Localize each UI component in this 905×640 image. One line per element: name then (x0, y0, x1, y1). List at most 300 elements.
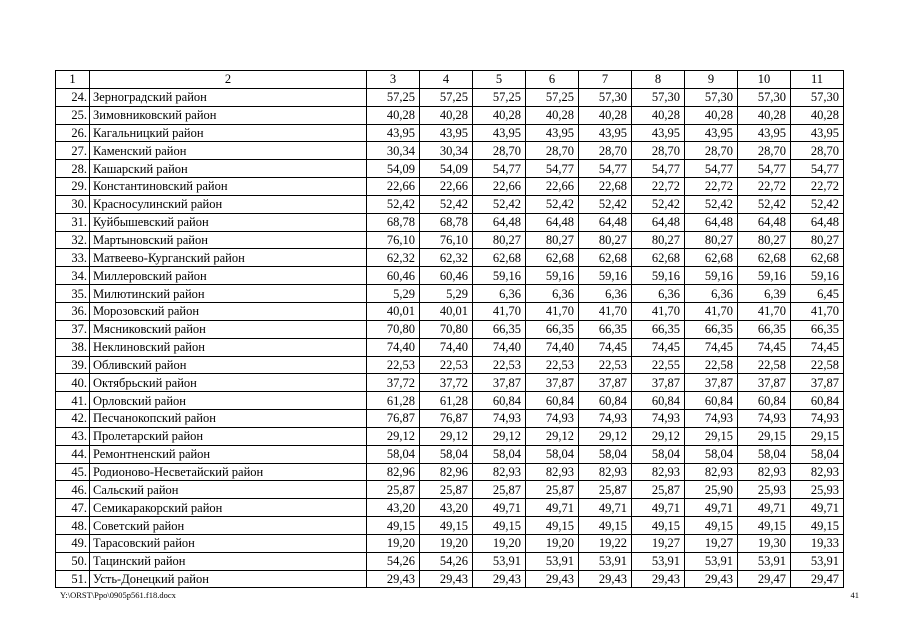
value-cell: 59,16 (526, 267, 579, 285)
district-name-cell: Каменский район (90, 142, 367, 160)
row-number-cell: 48. (56, 517, 90, 535)
value-cell: 52,42 (420, 195, 473, 213)
value-cell: 29,12 (473, 427, 526, 445)
column-header: 10 (738, 71, 791, 89)
value-cell: 49,15 (526, 517, 579, 535)
value-cell: 59,16 (685, 267, 738, 285)
value-cell: 29,12 (526, 427, 579, 445)
value-cell: 29,15 (738, 427, 791, 445)
value-cell: 25,90 (685, 481, 738, 499)
value-cell: 59,16 (632, 267, 685, 285)
value-cell: 41,70 (579, 302, 632, 320)
value-cell: 80,27 (579, 231, 632, 249)
value-cell: 76,10 (367, 231, 420, 249)
value-cell: 43,95 (473, 124, 526, 142)
district-name-cell: Песчанокопский район (90, 410, 367, 428)
value-cell: 29,43 (685, 570, 738, 588)
value-cell: 54,77 (738, 160, 791, 178)
value-cell: 52,42 (367, 195, 420, 213)
table-row (56, 356, 844, 374)
district-name-cell: Родионово-Несветайский район (90, 463, 367, 481)
value-cell: 29,12 (367, 427, 420, 445)
value-cell: 29,43 (579, 570, 632, 588)
value-cell: 25,87 (367, 481, 420, 499)
value-cell: 70,80 (367, 320, 420, 338)
value-cell: 82,93 (526, 463, 579, 481)
value-cell: 53,91 (473, 552, 526, 570)
value-cell: 57,30 (632, 88, 685, 106)
value-cell: 58,04 (685, 445, 738, 463)
value-cell: 58,04 (420, 445, 473, 463)
value-cell: 22,72 (791, 178, 844, 196)
value-cell: 74,40 (473, 338, 526, 356)
value-cell: 66,35 (685, 320, 738, 338)
value-cell: 29,43 (420, 570, 473, 588)
value-cell: 28,70 (685, 142, 738, 160)
value-cell: 37,72 (420, 374, 473, 392)
row-number-cell: 47. (56, 499, 90, 517)
value-cell: 53,91 (579, 552, 632, 570)
value-cell: 29,43 (632, 570, 685, 588)
value-cell: 60,84 (685, 392, 738, 410)
value-cell: 37,87 (579, 374, 632, 392)
table-row (56, 338, 844, 356)
district-name-cell: Неклиновский район (90, 338, 367, 356)
table-row (56, 410, 844, 428)
value-cell: 41,70 (685, 302, 738, 320)
value-cell: 25,93 (738, 481, 791, 499)
value-cell: 62,68 (526, 249, 579, 267)
value-cell: 22,66 (526, 178, 579, 196)
value-cell: 49,71 (738, 499, 791, 517)
value-cell: 62,68 (685, 249, 738, 267)
value-cell: 74,93 (473, 410, 526, 428)
value-cell: 43,95 (791, 124, 844, 142)
value-cell: 43,20 (367, 499, 420, 517)
value-cell: 82,93 (791, 463, 844, 481)
value-cell: 28,70 (526, 142, 579, 160)
value-cell: 60,46 (420, 267, 473, 285)
value-cell: 70,80 (420, 320, 473, 338)
row-number-cell: 26. (56, 124, 90, 142)
value-cell: 53,91 (632, 552, 685, 570)
value-cell: 29,12 (579, 427, 632, 445)
column-header: 5 (473, 71, 526, 89)
table-row (56, 517, 844, 535)
value-cell: 53,91 (526, 552, 579, 570)
value-cell: 62,68 (791, 249, 844, 267)
value-cell: 58,04 (632, 445, 685, 463)
table-row (56, 463, 844, 481)
value-cell: 29,12 (420, 427, 473, 445)
table-row (56, 427, 844, 445)
value-cell: 30,34 (420, 142, 473, 160)
value-cell: 80,27 (632, 231, 685, 249)
footer-file-path: Y:\ORST\Ppo\0905p561.f18.docx (60, 590, 176, 600)
row-number-cell: 38. (56, 338, 90, 356)
table-row (56, 195, 844, 213)
value-cell: 54,77 (685, 160, 738, 178)
value-cell: 37,87 (791, 374, 844, 392)
value-cell: 49,15 (685, 517, 738, 535)
row-number-cell: 30. (56, 195, 90, 213)
value-cell: 22,55 (632, 356, 685, 374)
value-cell: 80,27 (791, 231, 844, 249)
value-cell: 57,25 (367, 88, 420, 106)
value-cell: 22,66 (367, 178, 420, 196)
value-cell: 74,40 (420, 338, 473, 356)
value-cell: 54,26 (367, 552, 420, 570)
row-number-cell: 44. (56, 445, 90, 463)
value-cell: 74,45 (738, 338, 791, 356)
value-cell: 64,48 (685, 213, 738, 231)
column-header: 7 (579, 71, 632, 89)
value-cell: 6,36 (685, 285, 738, 303)
value-cell: 82,96 (420, 463, 473, 481)
value-cell: 41,70 (791, 302, 844, 320)
value-cell: 82,93 (579, 463, 632, 481)
value-cell: 57,30 (791, 88, 844, 106)
value-cell: 25,87 (632, 481, 685, 499)
value-cell: 37,87 (685, 374, 738, 392)
value-cell: 82,93 (738, 463, 791, 481)
value-cell: 22,72 (632, 178, 685, 196)
value-cell: 41,70 (526, 302, 579, 320)
value-cell: 57,30 (738, 88, 791, 106)
value-cell: 74,40 (367, 338, 420, 356)
value-cell: 41,70 (473, 302, 526, 320)
value-cell: 43,95 (685, 124, 738, 142)
value-cell: 61,28 (420, 392, 473, 410)
value-cell: 37,72 (367, 374, 420, 392)
value-cell: 19,30 (738, 534, 791, 552)
value-cell: 22,53 (579, 356, 632, 374)
value-cell: 22,72 (685, 178, 738, 196)
table-row (56, 285, 844, 303)
value-cell: 40,28 (526, 106, 579, 124)
value-cell: 52,42 (685, 195, 738, 213)
table-row (56, 160, 844, 178)
value-cell: 74,93 (685, 410, 738, 428)
value-cell: 22,53 (420, 356, 473, 374)
district-name-cell: Октябрьский район (90, 374, 367, 392)
value-cell: 19,20 (473, 534, 526, 552)
value-cell: 49,71 (632, 499, 685, 517)
value-cell: 28,70 (579, 142, 632, 160)
value-cell: 22,58 (791, 356, 844, 374)
value-cell: 60,84 (526, 392, 579, 410)
value-cell: 37,87 (473, 374, 526, 392)
value-cell: 25,87 (579, 481, 632, 499)
row-number-cell: 46. (56, 481, 90, 499)
district-name-cell: Мартыновский район (90, 231, 367, 249)
column-header: 2 (90, 71, 367, 89)
value-cell: 82,93 (632, 463, 685, 481)
value-cell: 6,36 (579, 285, 632, 303)
value-cell: 76,10 (420, 231, 473, 249)
table-row (56, 374, 844, 392)
value-cell: 40,28 (579, 106, 632, 124)
row-number-cell: 40. (56, 374, 90, 392)
value-cell: 28,70 (632, 142, 685, 160)
value-cell: 80,27 (738, 231, 791, 249)
value-cell: 52,42 (791, 195, 844, 213)
value-cell: 52,42 (579, 195, 632, 213)
value-cell: 49,15 (632, 517, 685, 535)
value-cell: 25,87 (526, 481, 579, 499)
row-number-cell: 42. (56, 410, 90, 428)
column-header: 11 (791, 71, 844, 89)
table-row (56, 231, 844, 249)
value-cell: 64,48 (526, 213, 579, 231)
value-cell: 54,77 (791, 160, 844, 178)
value-cell: 66,35 (738, 320, 791, 338)
value-cell: 54,09 (420, 160, 473, 178)
district-name-cell: Пролетарский район (90, 427, 367, 445)
value-cell: 57,30 (579, 88, 632, 106)
value-cell: 6,45 (791, 285, 844, 303)
row-number-cell: 28. (56, 160, 90, 178)
value-cell: 74,93 (579, 410, 632, 428)
value-cell: 22,66 (420, 178, 473, 196)
value-cell: 29,12 (632, 427, 685, 445)
value-cell: 68,78 (420, 213, 473, 231)
value-cell: 49,71 (579, 499, 632, 517)
row-number-cell: 41. (56, 392, 90, 410)
value-cell: 29,47 (738, 570, 791, 588)
value-cell: 29,43 (367, 570, 420, 588)
value-cell: 43,95 (579, 124, 632, 142)
value-cell: 49,15 (420, 517, 473, 535)
row-number-cell: 25. (56, 106, 90, 124)
value-cell: 80,27 (685, 231, 738, 249)
value-cell: 49,71 (526, 499, 579, 517)
value-cell: 5,29 (367, 285, 420, 303)
value-cell: 25,87 (420, 481, 473, 499)
row-number-cell: 39. (56, 356, 90, 374)
district-name-cell: Куйбышевский район (90, 213, 367, 231)
value-cell: 58,04 (367, 445, 420, 463)
value-cell: 60,84 (632, 392, 685, 410)
value-cell: 58,04 (526, 445, 579, 463)
value-cell: 82,96 (367, 463, 420, 481)
district-name-cell: Мясниковский район (90, 320, 367, 338)
value-cell: 64,48 (738, 213, 791, 231)
value-cell: 74,45 (632, 338, 685, 356)
value-cell: 43,95 (420, 124, 473, 142)
row-number-cell: 33. (56, 249, 90, 267)
value-cell: 80,27 (473, 231, 526, 249)
value-cell: 74,45 (579, 338, 632, 356)
value-cell: 28,70 (791, 142, 844, 160)
value-cell: 68,78 (367, 213, 420, 231)
value-cell: 49,15 (367, 517, 420, 535)
value-cell: 60,84 (473, 392, 526, 410)
value-cell: 74,40 (526, 338, 579, 356)
district-name-cell: Зерноградский район (90, 88, 367, 106)
value-cell: 49,71 (685, 499, 738, 517)
data-table (55, 70, 844, 588)
value-cell: 40,28 (420, 106, 473, 124)
district-name-cell: Красносулинский район (90, 195, 367, 213)
value-cell: 57,25 (473, 88, 526, 106)
value-cell: 41,70 (632, 302, 685, 320)
value-cell: 59,16 (738, 267, 791, 285)
value-cell: 57,25 (526, 88, 579, 106)
value-cell: 19,27 (632, 534, 685, 552)
value-cell: 29,43 (526, 570, 579, 588)
table-header-row (56, 71, 844, 89)
value-cell: 37,87 (632, 374, 685, 392)
value-cell: 52,42 (632, 195, 685, 213)
value-cell: 58,04 (791, 445, 844, 463)
row-number-cell: 49. (56, 534, 90, 552)
value-cell: 49,71 (473, 499, 526, 517)
table-row (56, 392, 844, 410)
value-cell: 22,66 (473, 178, 526, 196)
value-cell: 60,84 (579, 392, 632, 410)
value-cell: 66,35 (632, 320, 685, 338)
district-name-cell: Обливский район (90, 356, 367, 374)
district-name-cell: Орловский район (90, 392, 367, 410)
value-cell: 22,72 (738, 178, 791, 196)
value-cell: 54,77 (579, 160, 632, 178)
table-row (56, 106, 844, 124)
row-number-cell: 51. (56, 570, 90, 588)
district-name-cell: Кагальницкий район (90, 124, 367, 142)
value-cell: 19,33 (791, 534, 844, 552)
value-cell: 22,53 (367, 356, 420, 374)
table-row (56, 178, 844, 196)
value-cell: 22,58 (738, 356, 791, 374)
value-cell: 64,48 (632, 213, 685, 231)
value-cell: 76,87 (367, 410, 420, 428)
value-cell: 54,09 (367, 160, 420, 178)
value-cell: 19,20 (526, 534, 579, 552)
column-header: 1 (56, 71, 90, 89)
table-row (56, 570, 844, 588)
district-name-cell: Зимовниковский район (90, 106, 367, 124)
value-cell: 19,20 (420, 534, 473, 552)
value-cell: 62,32 (367, 249, 420, 267)
table-row (56, 302, 844, 320)
value-cell: 40,28 (632, 106, 685, 124)
row-number-cell: 32. (56, 231, 90, 249)
table-row (56, 124, 844, 142)
district-name-cell: Миллеровский район (90, 267, 367, 285)
value-cell: 29,47 (791, 570, 844, 588)
value-cell: 59,16 (791, 267, 844, 285)
value-cell: 6,36 (632, 285, 685, 303)
value-cell: 66,35 (579, 320, 632, 338)
value-cell: 19,22 (579, 534, 632, 552)
row-number-cell: 31. (56, 213, 90, 231)
table-body (56, 71, 844, 588)
value-cell: 49,15 (791, 517, 844, 535)
value-cell: 74,45 (791, 338, 844, 356)
value-cell: 22,53 (526, 356, 579, 374)
table-row (56, 88, 844, 106)
value-cell: 62,68 (473, 249, 526, 267)
value-cell: 74,93 (526, 410, 579, 428)
value-cell: 58,04 (579, 445, 632, 463)
value-cell: 54,77 (526, 160, 579, 178)
value-cell: 64,48 (473, 213, 526, 231)
value-cell: 74,93 (791, 410, 844, 428)
value-cell: 54,26 (420, 552, 473, 570)
row-number-cell: 27. (56, 142, 90, 160)
value-cell: 37,87 (526, 374, 579, 392)
district-name-cell: Морозовский район (90, 302, 367, 320)
table-row (56, 213, 844, 231)
value-cell: 64,48 (791, 213, 844, 231)
value-cell: 54,77 (632, 160, 685, 178)
value-cell: 40,01 (420, 302, 473, 320)
district-name-cell: Тарасовский район (90, 534, 367, 552)
district-name-cell: Константиновский район (90, 178, 367, 196)
row-number-cell: 36. (56, 302, 90, 320)
value-cell: 30,34 (367, 142, 420, 160)
value-cell: 61,28 (367, 392, 420, 410)
row-number-cell: 34. (56, 267, 90, 285)
value-cell: 6,36 (473, 285, 526, 303)
value-cell: 29,15 (791, 427, 844, 445)
row-number-cell: 35. (56, 285, 90, 303)
row-number-cell: 43. (56, 427, 90, 445)
district-name-cell: Милютинский район (90, 285, 367, 303)
value-cell: 29,15 (685, 427, 738, 445)
value-cell: 59,16 (473, 267, 526, 285)
district-name-cell: Усть-Донецкий район (90, 570, 367, 588)
value-cell: 54,77 (473, 160, 526, 178)
value-cell: 60,84 (738, 392, 791, 410)
value-cell: 43,20 (420, 499, 473, 517)
column-header: 3 (367, 71, 420, 89)
value-cell: 62,32 (420, 249, 473, 267)
column-header: 6 (526, 71, 579, 89)
table-row (56, 142, 844, 160)
value-cell: 52,42 (738, 195, 791, 213)
value-cell: 57,30 (685, 88, 738, 106)
value-cell: 52,42 (473, 195, 526, 213)
value-cell: 43,95 (738, 124, 791, 142)
value-cell: 66,35 (791, 320, 844, 338)
value-cell: 53,91 (685, 552, 738, 570)
value-cell: 58,04 (738, 445, 791, 463)
district-name-cell: Ремонтненский район (90, 445, 367, 463)
row-number-cell: 45. (56, 463, 90, 481)
value-cell: 40,28 (791, 106, 844, 124)
value-cell: 74,45 (685, 338, 738, 356)
table-row (56, 267, 844, 285)
value-cell: 40,28 (367, 106, 420, 124)
value-cell: 80,27 (526, 231, 579, 249)
value-cell: 40,28 (473, 106, 526, 124)
value-cell: 60,84 (791, 392, 844, 410)
value-cell: 82,93 (685, 463, 738, 481)
column-header: 9 (685, 71, 738, 89)
value-cell: 28,70 (738, 142, 791, 160)
district-name-cell: Тацинский район (90, 552, 367, 570)
value-cell: 37,87 (738, 374, 791, 392)
value-cell: 6,36 (526, 285, 579, 303)
value-cell: 66,35 (526, 320, 579, 338)
value-cell: 60,46 (367, 267, 420, 285)
value-cell: 53,91 (791, 552, 844, 570)
value-cell: 43,95 (367, 124, 420, 142)
column-header: 8 (632, 71, 685, 89)
table-row (56, 320, 844, 338)
